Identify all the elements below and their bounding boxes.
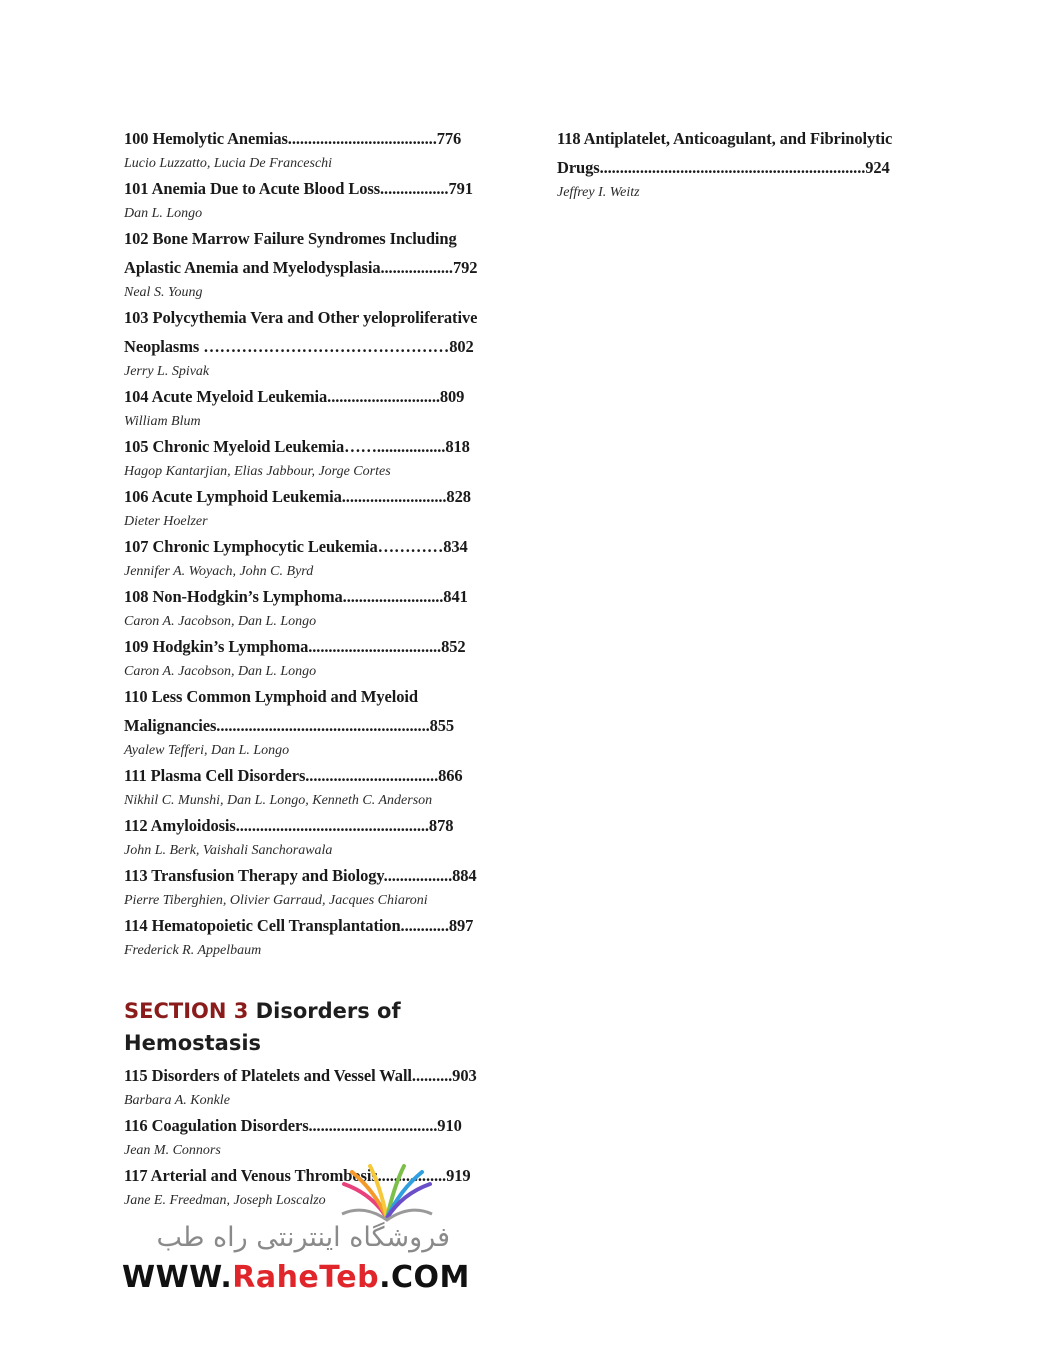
chapter-title: 109 Hodgkin’s Lymphoma.................................852 bbox=[124, 637, 466, 656]
toc-entry bbox=[124, 532, 504, 582]
chapter-title-line: 103 Polycythemia Vera and Other yeloproliferative bbox=[124, 308, 478, 327]
chapter-authors: Nikhil C. Munshi, Dan L. Longo, Kenneth C. Anderson bbox=[124, 793, 433, 808]
chapter-title-line: 102 Bone Marrow Failure Syndromes Including bbox=[124, 229, 457, 248]
chapter-authors: Dieter Hoelzer bbox=[124, 514, 208, 529]
toc-entry bbox=[124, 632, 504, 682]
chapter-title-line: Neoplasms ………………………………………802 bbox=[124, 337, 474, 356]
watermark-persian-text: فروشگاه اینترنتی راه طب bbox=[156, 1222, 450, 1253]
chapter-authors: Hagop Kantarjian, Elias Jabbour, Jorge Cortes bbox=[124, 464, 391, 479]
watermark bbox=[118, 1160, 470, 1300]
section-label: SECTION 3 bbox=[124, 999, 249, 1023]
chapter-authors: Neal S. Young bbox=[124, 285, 203, 300]
chapter-authors: Jane E. Freedman, Joseph Loscalzo bbox=[124, 1193, 326, 1208]
chapter-title: 108 Non-Hodgkin’s Lymphoma.........................841 bbox=[124, 587, 468, 606]
toc-entry bbox=[124, 1061, 504, 1111]
section-heading bbox=[124, 995, 504, 1059]
toc-entry bbox=[557, 124, 937, 203]
chapter-title-line: 110 Less Common Lymphoid and Myeloid bbox=[124, 687, 418, 706]
chapter-authors: Caron A. Jacobson, Dan L. Longo bbox=[124, 614, 317, 629]
toc-entry bbox=[124, 482, 504, 532]
chapter-title: 107 Chronic Lymphocytic Leukemia…………834 bbox=[124, 537, 468, 556]
chapter-authors: Jeffrey I. Weitz bbox=[557, 185, 640, 200]
toc-entry bbox=[124, 861, 504, 911]
toc-entry bbox=[124, 911, 504, 961]
chapter-authors: Frederick R. Appelbaum bbox=[124, 943, 262, 958]
chapter-authors: Jerry L. Spivak bbox=[124, 364, 210, 379]
toc-entry bbox=[124, 382, 504, 432]
url-brand: RaheTeb bbox=[232, 1260, 380, 1295]
chapter-authors: John L. Berk, Vaishali Sanchorawala bbox=[124, 843, 333, 858]
toc-entry bbox=[124, 582, 504, 632]
url-suffix: .COM bbox=[379, 1260, 470, 1295]
chapter-title-line: Aplastic Anemia and Myelodysplasia..................792 bbox=[124, 258, 478, 277]
chapter-title-line: Drugs..................................................................924 bbox=[557, 158, 890, 177]
toc-left-column bbox=[124, 124, 504, 1211]
chapter-title: 114 Hematopoietic Cell Transplantation............897 bbox=[124, 916, 474, 935]
chapter-authors: Dan L. Longo bbox=[124, 206, 203, 221]
toc-entry bbox=[124, 761, 504, 811]
url-prefix: WWW. bbox=[122, 1260, 233, 1295]
chapter-title: 105 Chronic Myeloid Leukemia…….................818 bbox=[124, 437, 470, 456]
chapter-authors: Lucio Luzzatto, Lucia De Franceschi bbox=[124, 156, 333, 171]
chapter-authors: William Blum bbox=[124, 414, 201, 429]
chapter-title: 112 Amyloidosis................................................878 bbox=[124, 816, 454, 835]
toc-entry bbox=[124, 811, 504, 861]
chapter-title: 104 Acute Myeloid Leukemia............................809 bbox=[124, 387, 465, 406]
chapter-authors: Jean M. Connors bbox=[124, 1143, 221, 1158]
section-title-line2: Hemostasis bbox=[124, 1031, 262, 1055]
chapter-title: 101 Anemia Due to Acute Blood Loss.................791 bbox=[124, 179, 473, 198]
toc-right-column bbox=[557, 124, 937, 203]
chapter-title-line: 118 Antiplatelet, Anticoagulant, and Fibrinolytic bbox=[557, 129, 893, 148]
open-book-icon bbox=[332, 1164, 442, 1224]
chapter-title: 117 Arterial and Venous Thrombosis.................919 bbox=[124, 1166, 471, 1185]
toc-entry bbox=[124, 224, 504, 303]
toc-entry bbox=[124, 432, 504, 482]
toc-entry bbox=[124, 124, 504, 174]
toc-entry bbox=[124, 682, 504, 761]
chapter-title: 115 Disorders of Platelets and Vessel Wall..........903 bbox=[124, 1066, 477, 1085]
chapter-title: 100 Hemolytic Anemias.....................................776 bbox=[124, 129, 462, 148]
chapter-authors: Jennifer A. Woyach, John C. Byrd bbox=[124, 564, 314, 579]
chapter-authors: Caron A. Jacobson, Dan L. Longo bbox=[124, 664, 317, 679]
chapter-authors: Barbara A. Konkle bbox=[124, 1093, 230, 1108]
section-title: Disorders of bbox=[248, 999, 401, 1023]
toc-entry bbox=[124, 1111, 504, 1161]
chapter-title: 113 Transfusion Therapy and Biology.................884 bbox=[124, 866, 477, 885]
chapter-title: 106 Acute Lymphoid Leukemia..........................828 bbox=[124, 487, 471, 506]
toc-entry bbox=[124, 303, 504, 382]
toc-entry bbox=[124, 174, 504, 224]
chapter-title: 111 Plasma Cell Disorders.................................866 bbox=[124, 766, 463, 785]
chapter-title: 116 Coagulation Disorders................................910 bbox=[124, 1116, 462, 1135]
chapter-authors: Ayalew Tefferi, Dan L. Longo bbox=[124, 743, 290, 758]
watermark-url bbox=[122, 1260, 470, 1295]
chapter-authors: Pierre Tiberghien, Olivier Garraud, Jacques Chiaroni bbox=[124, 893, 428, 908]
chapter-title-line: Malignancies.....................................................855 bbox=[124, 716, 455, 735]
